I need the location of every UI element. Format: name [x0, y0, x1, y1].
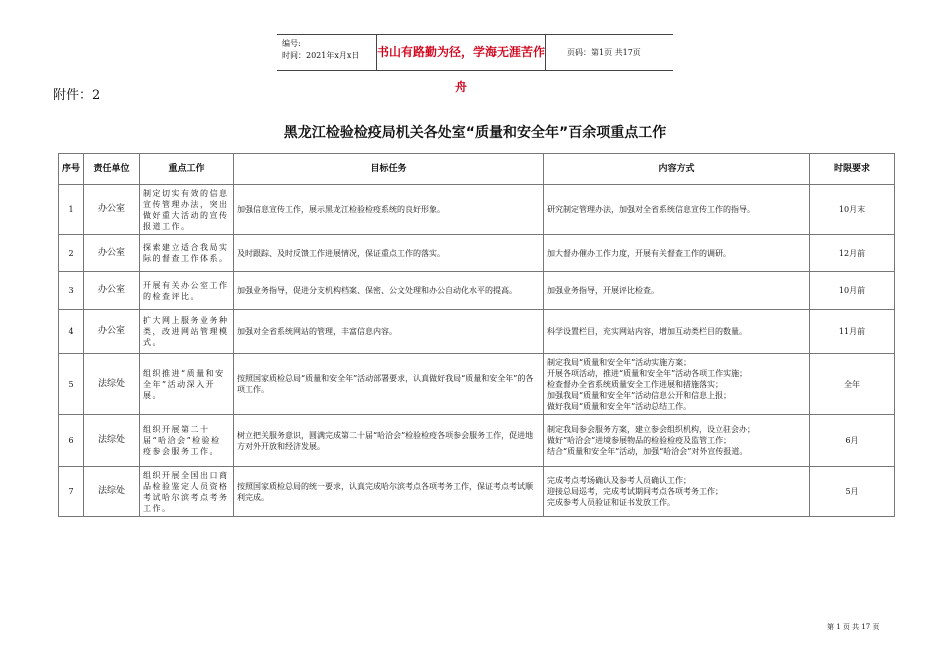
row-no: 2 [59, 235, 84, 272]
table-row [59, 415, 895, 467]
table-row [59, 235, 895, 272]
content-line: 加大督办催办工作力度，开展有关督查工作的调研。 [547, 248, 731, 258]
row-unit: 办公室 [84, 310, 140, 354]
table-row [59, 354, 895, 415]
row-work: 探索建立适合我局实际的督查工作体系。 [140, 235, 234, 272]
table-header-row [59, 154, 895, 185]
table-row [59, 272, 895, 310]
header-page-label: 页码：第1页 共17页 [567, 48, 641, 57]
row-no: 7 [59, 467, 84, 517]
row-unit: 办公室 [84, 185, 140, 235]
col-header-unit: 责任单位 [84, 154, 140, 185]
row-deadline: 5月 [810, 467, 895, 517]
row-content [544, 272, 810, 310]
content-line: 研究制定管理办法，加强对全省系统信息宣传工作的指导。 [547, 205, 755, 214]
content-line: 开展各项活动，推进“质量和安全年”活动各项工作实施； [547, 368, 748, 378]
row-deadline: 6月 [810, 415, 895, 467]
content-line: 加强我局“质量和安全年”活动信息公开和信息上报； [547, 390, 732, 400]
document-title: 黑龙江检验检疫局机关各处室“质量和安全年”百余项重点工作 [283, 125, 667, 141]
row-work: 组织开展第二十届“哈洽会”检验检疫参会服务工作。 [140, 415, 234, 467]
content-line: 制定我局“质量和安全年”活动实施方案； [547, 357, 692, 367]
content-line: 科学设置栏目，充实网站内容，增加互动类栏目的数量。 [547, 327, 747, 336]
row-content [544, 415, 810, 467]
content-line: 制定我局参会服务方案，建立参会组织机构，设立驻会办； [547, 425, 755, 434]
row-work: 组织推进“质量和安全年”活动深入开展。 [140, 354, 234, 415]
row-work: 制定切实有效的信息宣传管理办法，突出做好重大活动的宣传报道工作。 [140, 185, 234, 235]
row-content [544, 235, 810, 272]
row-deadline: 全年 [810, 354, 895, 415]
header-number-label: 编号: [282, 39, 301, 48]
content-line: 加强业务指导，开展评比检查。 [547, 286, 659, 295]
header-time-label: 时间：2021年x月x日 [282, 51, 360, 60]
row-content [544, 310, 810, 354]
row-unit: 法综处 [84, 415, 140, 467]
content-line: 完成考点考场确认及参考人员确认工作； [547, 476, 691, 485]
row-deadline: 10月前 [810, 272, 895, 310]
row-target: 加强对全省系统网站的管理，丰富信息内容。 [234, 310, 544, 354]
row-deadline: 10月末 [810, 185, 895, 235]
row-content [544, 467, 810, 517]
row-work: 开展有关办公室工作的检查评比。 [140, 272, 234, 310]
row-no: 1 [59, 185, 84, 235]
row-target: 按照国家质检总局“质量和安全年”活动部署要求，认真做好我局“质量和安全年”的各项工作。 [234, 354, 544, 415]
content-line: 检查督办全省系统质量安全工作进展和措施落实； [547, 379, 723, 389]
content-line: 结合“质量和安全年”活动，加强“哈洽会”对外宣传报道。 [547, 447, 748, 456]
row-deadline: 11月前 [810, 310, 895, 354]
content-line: 做好“哈洽会”进境参展物品的检验检疫及监管工作； [547, 436, 732, 445]
col-header-content: 内容方式 [544, 154, 810, 185]
row-content [544, 185, 810, 235]
content-line: 做好我局“质量和安全年”活动总结工作。 [547, 401, 692, 411]
table-row [59, 467, 895, 517]
col-header-deadline: 时限要求 [810, 154, 895, 185]
page-header [277, 34, 673, 94]
page-footer: 第 1 页 共 17 页 [827, 623, 880, 631]
row-unit: 办公室 [84, 272, 140, 310]
row-target: 及时跟踪、及时反馈工作进展情况，保证重点工作的落实。 [234, 235, 544, 272]
row-work: 扩大网上服务业务种类，改进网站管理模式。 [140, 310, 234, 354]
row-target: 加强业务指导，促进分支机构档案、保密、公文处理和办公自动化水平的提高。 [234, 272, 544, 310]
row-target: 树立把关服务意识，圆满完成第二十届“哈洽会”检验检疫各项参会服务工作，促进地方对外开放和经济发展。 [234, 415, 544, 467]
table-row [59, 310, 895, 354]
row-unit: 法综处 [84, 467, 140, 517]
row-no: 3 [59, 272, 84, 310]
content-line: 完成参考人员验证和证书发放工作。 [547, 498, 675, 507]
row-deadline: 12月前 [810, 235, 895, 272]
row-no: 5 [59, 354, 84, 415]
row-content [544, 354, 810, 415]
row-no: 4 [59, 310, 84, 354]
work-table [58, 153, 895, 517]
header-meta-cell [277, 35, 377, 70]
row-unit: 法综处 [84, 354, 140, 415]
row-target: 按照国家质检总局的统一要求，认真完成哈尔滨考点各项考务工作，保证考点考试顺利完成。 [234, 467, 544, 517]
table-row [59, 185, 895, 235]
col-header-no: 序号 [59, 154, 84, 185]
annex-label: 附件：2 [53, 88, 101, 103]
content-line: 迎接总局巡考，完成考试期间考点各项考务工作； [547, 487, 723, 496]
header-slogan: 书山有路勤为径，学海无涯苦作舟 [377, 35, 546, 70]
col-header-work: 重点工作 [140, 154, 234, 185]
row-no: 6 [59, 415, 84, 467]
col-header-target: 目标任务 [234, 154, 544, 185]
row-unit: 办公室 [84, 235, 140, 272]
row-target: 加强信息宣传工作，展示黑龙江检验检疫系统的良好形象。 [234, 185, 544, 235]
row-work: 组织开展全国出口商品检验鉴定人员资格考试哈尔滨考点考务工作。 [140, 467, 234, 517]
